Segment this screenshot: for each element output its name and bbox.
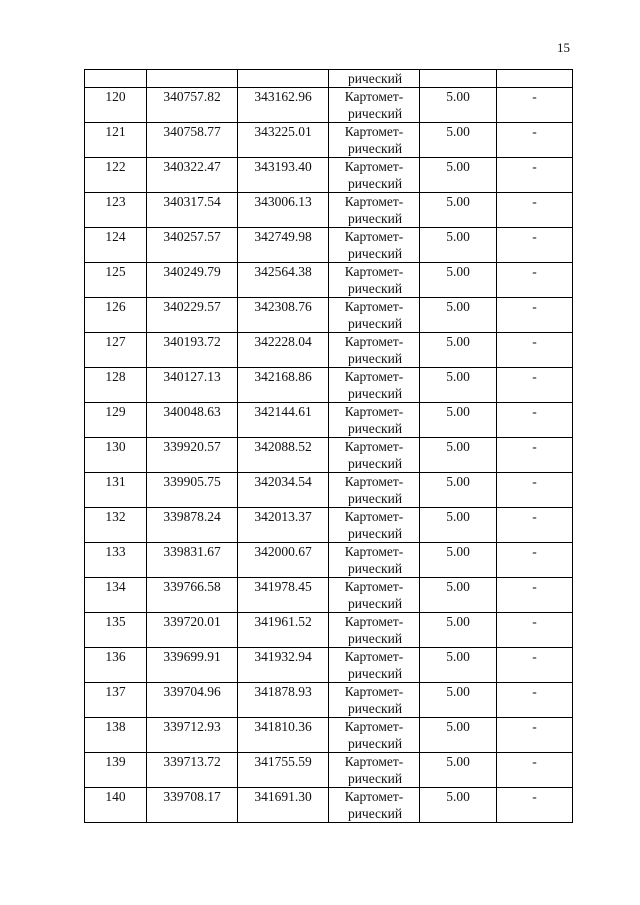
cell-method: Картомет- рический — [329, 263, 420, 298]
cell-empty — [85, 70, 147, 88]
cell-number: 134 — [85, 578, 147, 613]
cell-y: 342168.86 — [238, 368, 329, 403]
cell-x: 339920.57 — [147, 438, 238, 473]
table-row — [85, 683, 573, 718]
table-row — [85, 718, 573, 753]
cell-method-continuation: рический — [329, 70, 420, 88]
cell-x: 340322.47 — [147, 158, 238, 193]
cell-y: 341810.36 — [238, 718, 329, 753]
cell-number: 125 — [85, 263, 147, 298]
continuation-row — [85, 70, 573, 88]
page-number: 15 — [557, 40, 570, 55]
cell-x: 339766.58 — [147, 578, 238, 613]
cell-method: Картомет- рический — [329, 648, 420, 683]
cell-number: 126 — [85, 298, 147, 333]
cell-number: 131 — [85, 473, 147, 508]
table-row — [85, 473, 573, 508]
cell-x: 340193.72 — [147, 333, 238, 368]
cell-empty — [238, 70, 329, 88]
cell-accuracy: 5.00 — [420, 158, 497, 193]
cell-y: 342000.67 — [238, 543, 329, 578]
cell-accuracy: 5.00 — [420, 263, 497, 298]
cell-x: 339878.24 — [147, 508, 238, 543]
cell-number: 139 — [85, 753, 147, 788]
cell-note: - — [497, 683, 573, 718]
cell-accuracy: 5.00 — [420, 788, 497, 823]
cell-x: 339712.93 — [147, 718, 238, 753]
table-row — [85, 788, 573, 823]
cell-number: 132 — [85, 508, 147, 543]
cell-number: 122 — [85, 158, 147, 193]
cell-y: 343162.96 — [238, 88, 329, 123]
coordinates-table — [84, 69, 573, 823]
cell-x: 340317.54 — [147, 193, 238, 228]
cell-x: 340127.13 — [147, 368, 238, 403]
cell-method: Картомет- рический — [329, 473, 420, 508]
cell-accuracy: 5.00 — [420, 403, 497, 438]
cell-x: 339713.72 — [147, 753, 238, 788]
cell-number: 129 — [85, 403, 147, 438]
cell-note: - — [497, 508, 573, 543]
cell-note: - — [497, 368, 573, 403]
cell-method: Картомет- рический — [329, 718, 420, 753]
cell-y: 342088.52 — [238, 438, 329, 473]
cell-method: Картомет- рический — [329, 88, 420, 123]
cell-y: 343193.40 — [238, 158, 329, 193]
cell-note: - — [497, 613, 573, 648]
cell-accuracy: 5.00 — [420, 508, 497, 543]
cell-method: Картомет- рический — [329, 368, 420, 403]
cell-y: 342013.37 — [238, 508, 329, 543]
cell-note: - — [497, 123, 573, 158]
cell-y: 341961.52 — [238, 613, 329, 648]
cell-number: 121 — [85, 123, 147, 158]
cell-x: 340249.79 — [147, 263, 238, 298]
cell-accuracy: 5.00 — [420, 368, 497, 403]
cell-note: - — [497, 298, 573, 333]
cell-number: 136 — [85, 648, 147, 683]
cell-number: 120 — [85, 88, 147, 123]
cell-accuracy: 5.00 — [420, 193, 497, 228]
cell-x: 340048.63 — [147, 403, 238, 438]
cell-method: Картомет- рический — [329, 613, 420, 648]
cell-accuracy: 5.00 — [420, 578, 497, 613]
cell-y: 341878.93 — [238, 683, 329, 718]
cell-note: - — [497, 88, 573, 123]
cell-x: 340257.57 — [147, 228, 238, 263]
cell-number: 140 — [85, 788, 147, 823]
cell-note: - — [497, 403, 573, 438]
table-row — [85, 508, 573, 543]
table-row — [85, 368, 573, 403]
cell-y: 342749.98 — [238, 228, 329, 263]
cell-x: 340757.82 — [147, 88, 238, 123]
table-row — [85, 438, 573, 473]
cell-empty — [497, 70, 573, 88]
cell-method: Картомет- рический — [329, 508, 420, 543]
cell-y: 341755.59 — [238, 753, 329, 788]
cell-number: 124 — [85, 228, 147, 263]
table-row — [85, 88, 573, 123]
cell-method: Картомет- рический — [329, 438, 420, 473]
cell-accuracy: 5.00 — [420, 473, 497, 508]
cell-y: 342144.61 — [238, 403, 329, 438]
table-row — [85, 648, 573, 683]
table-row — [85, 613, 573, 648]
cell-y: 343006.13 — [238, 193, 329, 228]
cell-accuracy: 5.00 — [420, 753, 497, 788]
cell-x: 339720.01 — [147, 613, 238, 648]
cell-note: - — [497, 158, 573, 193]
cell-note: - — [497, 578, 573, 613]
cell-number: 135 — [85, 613, 147, 648]
table-row — [85, 263, 573, 298]
cell-method: Картомет- рический — [329, 298, 420, 333]
cell-number: 128 — [85, 368, 147, 403]
cell-accuracy: 5.00 — [420, 438, 497, 473]
cell-number: 130 — [85, 438, 147, 473]
cell-method: Картомет- рический — [329, 683, 420, 718]
table-row — [85, 578, 573, 613]
cell-number: 123 — [85, 193, 147, 228]
cell-accuracy: 5.00 — [420, 298, 497, 333]
cell-note: - — [497, 333, 573, 368]
cell-y: 341978.45 — [238, 578, 329, 613]
cell-number: 133 — [85, 543, 147, 578]
cell-note: - — [497, 718, 573, 753]
cell-method: Картомет- рический — [329, 543, 420, 578]
cell-number: 138 — [85, 718, 147, 753]
cell-y: 342034.54 — [238, 473, 329, 508]
cell-note: - — [497, 648, 573, 683]
cell-method: Картомет- рический — [329, 228, 420, 263]
cell-x: 339704.96 — [147, 683, 238, 718]
cell-x: 340229.57 — [147, 298, 238, 333]
cell-accuracy: 5.00 — [420, 613, 497, 648]
cell-x: 340758.77 — [147, 123, 238, 158]
cell-accuracy: 5.00 — [420, 88, 497, 123]
cell-note: - — [497, 543, 573, 578]
cell-number: 137 — [85, 683, 147, 718]
cell-y: 342564.38 — [238, 263, 329, 298]
cell-method: Картомет- рический — [329, 193, 420, 228]
cell-accuracy: 5.00 — [420, 543, 497, 578]
cell-number: 127 — [85, 333, 147, 368]
cell-x: 339699.91 — [147, 648, 238, 683]
cell-note: - — [497, 438, 573, 473]
cell-accuracy: 5.00 — [420, 683, 497, 718]
cell-empty — [147, 70, 238, 88]
cell-method: Картомет- рический — [329, 788, 420, 823]
table-row — [85, 298, 573, 333]
table-row — [85, 403, 573, 438]
cell-accuracy: 5.00 — [420, 123, 497, 158]
cell-y: 342308.76 — [238, 298, 329, 333]
cell-accuracy: 5.00 — [420, 718, 497, 753]
cell-empty — [420, 70, 497, 88]
table-row — [85, 333, 573, 368]
cell-note: - — [497, 788, 573, 823]
cell-method: Картомет- рический — [329, 578, 420, 613]
cell-note: - — [497, 263, 573, 298]
table-row — [85, 158, 573, 193]
table-row — [85, 228, 573, 263]
cell-y: 341691.30 — [238, 788, 329, 823]
cell-x: 339905.75 — [147, 473, 238, 508]
cell-method: Картомет- рический — [329, 403, 420, 438]
cell-note: - — [497, 193, 573, 228]
cell-y: 342228.04 — [238, 333, 329, 368]
cell-x: 339708.17 — [147, 788, 238, 823]
table-row — [85, 123, 573, 158]
cell-method: Картомет- рический — [329, 123, 420, 158]
cell-note: - — [497, 228, 573, 263]
cell-accuracy: 5.00 — [420, 228, 497, 263]
table-row — [85, 193, 573, 228]
table-row — [85, 543, 573, 578]
cell-method: Картомет- рический — [329, 333, 420, 368]
cell-method: Картомет- рический — [329, 158, 420, 193]
cell-x: 339831.67 — [147, 543, 238, 578]
cell-accuracy: 5.00 — [420, 333, 497, 368]
cell-accuracy: 5.00 — [420, 648, 497, 683]
cell-note: - — [497, 753, 573, 788]
table-row — [85, 753, 573, 788]
cell-y: 341932.94 — [238, 648, 329, 683]
cell-note: - — [497, 473, 573, 508]
cell-y: 343225.01 — [238, 123, 329, 158]
cell-method: Картомет- рический — [329, 753, 420, 788]
